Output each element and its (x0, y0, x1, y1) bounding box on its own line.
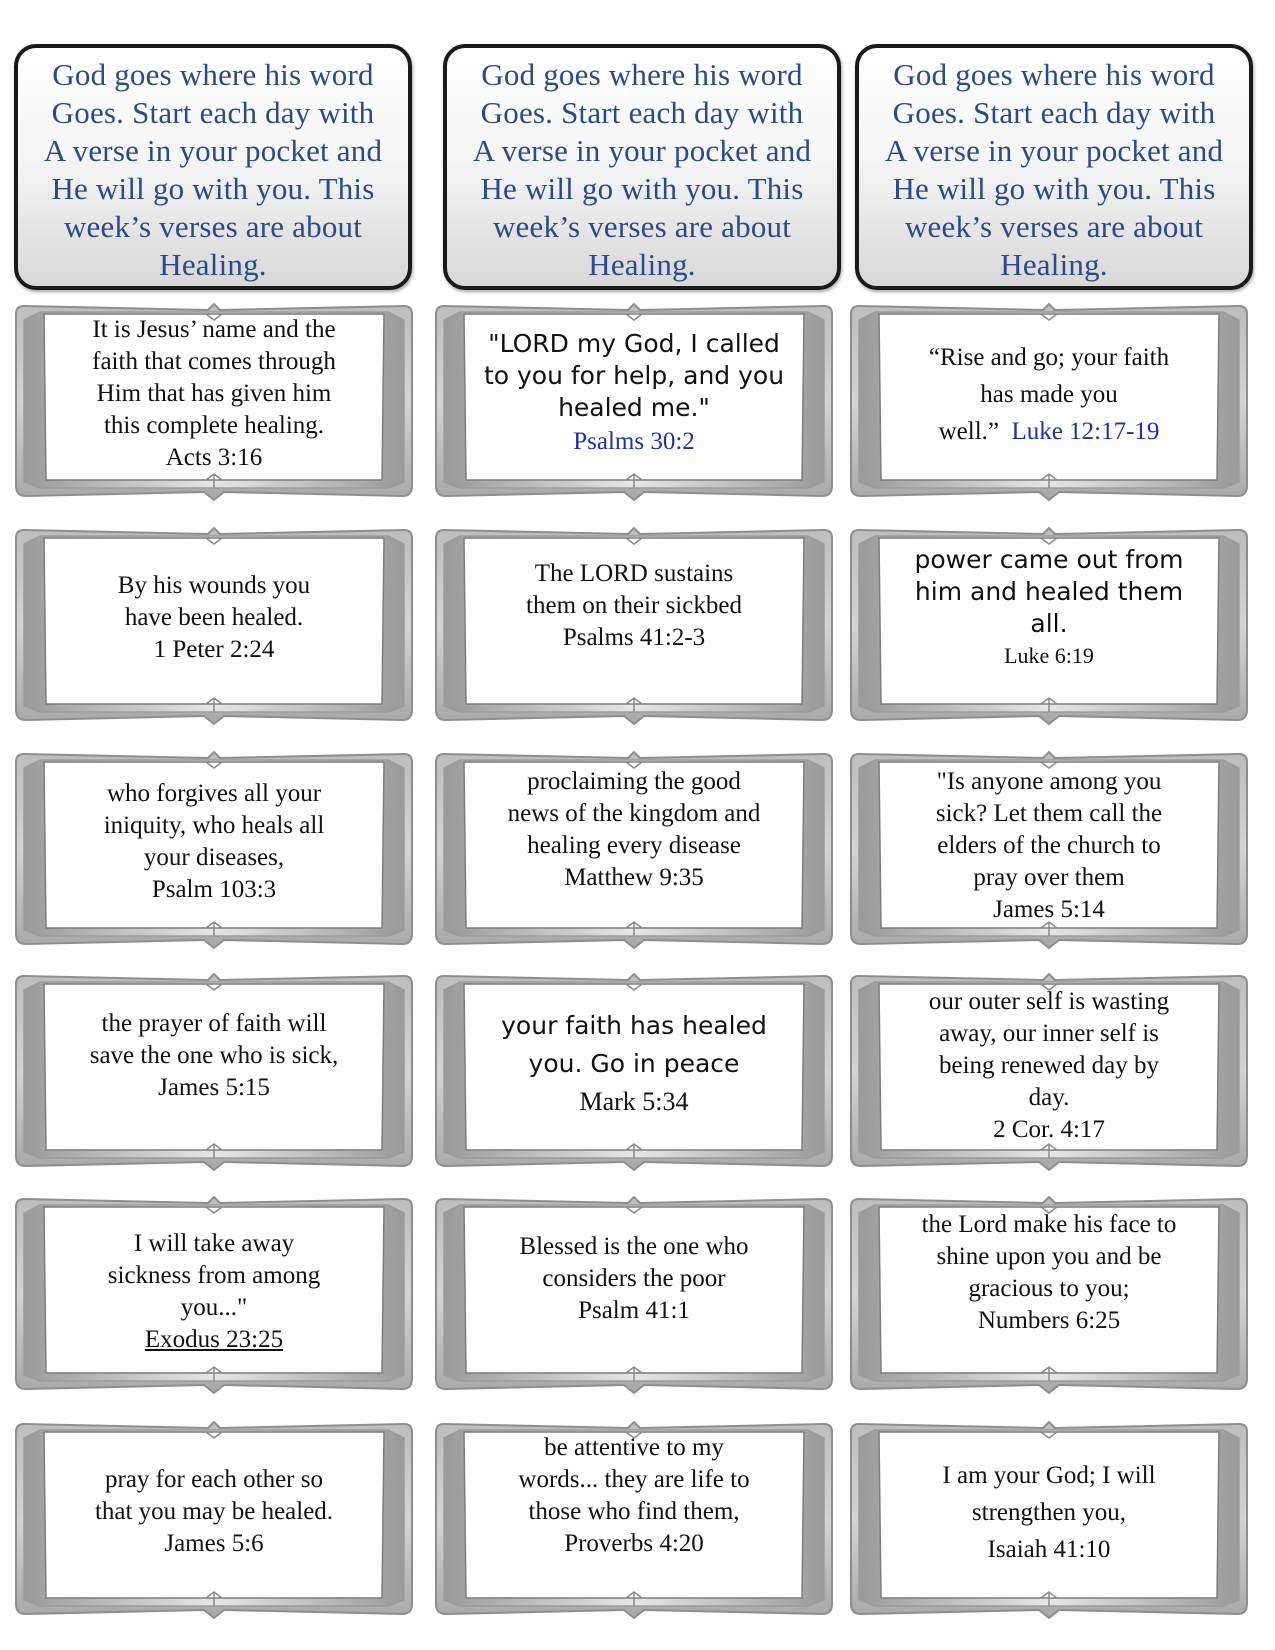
verse-card (430, 1418, 838, 1622)
verse-card (845, 1418, 1253, 1622)
banner-line: A verse in your pocket and (884, 133, 1224, 168)
intro-banner (14, 44, 412, 290)
banner-line: week’s verses are about (492, 209, 792, 244)
verse-line: healed me." (558, 393, 710, 422)
banner-line: He will go with you. This (480, 171, 804, 206)
verse-line: proclaiming the good (527, 768, 741, 795)
verse-card (10, 524, 418, 728)
verse-card (10, 1418, 418, 1622)
intro-banner (443, 44, 841, 290)
verse-reference: 2 Cor. 4:17 (993, 1116, 1105, 1143)
verse-line: be attentive to my (544, 1434, 724, 1461)
verse-line: news of the kingdom and (507, 800, 761, 827)
verse-reference: Psalms 30:2 (573, 428, 695, 455)
verse-line: all. (1030, 609, 1068, 638)
banner-line: week’s verses are about (63, 209, 363, 244)
verse-line-with-reference (939, 413, 1160, 450)
verse-line: shine upon you and be (936, 1243, 1162, 1270)
verse-line: that you may be healed. (94, 1498, 334, 1525)
verse-line: pray for each other so (105, 1466, 323, 1493)
verse-line: "Is anyone among you (936, 768, 1162, 795)
verse-line: The LORD sustains (534, 560, 734, 587)
verse-reference: Proverbs 4:20 (564, 1530, 704, 1557)
verse-card (430, 524, 838, 728)
banner-line: Healing. (588, 247, 696, 282)
verse-line: strengthen you, (971, 1498, 1127, 1526)
verse-card (845, 1193, 1253, 1397)
verse-card (845, 748, 1253, 952)
verse-card (845, 524, 1253, 728)
banner-line: Goes. Start each day with (480, 95, 804, 130)
banner-line: God goes where his word (52, 57, 374, 92)
verse-line: elders of the church to (937, 832, 1161, 859)
verse-line: I will take away (133, 1230, 295, 1257)
banner-line: A verse in your pocket and (472, 133, 812, 168)
banner-line: Healing. (1000, 247, 1108, 282)
verse-card (10, 1193, 418, 1397)
verse-reference: James 5:14 (993, 896, 1105, 923)
verse-card (430, 970, 838, 1174)
verse-reference: Luke 12:17-19 (1011, 417, 1160, 445)
verse-line: save the one who is sick, (89, 1042, 339, 1069)
verse-line: you. Go in peace (528, 1049, 740, 1078)
verse-line: It is Jesus’ name and the (92, 316, 336, 343)
verse-reference: Psalm 103:3 (151, 876, 277, 903)
verse-line: Him that has given him (96, 380, 332, 407)
verse-line: your faith has healed (501, 1011, 767, 1040)
verse-line: sick? Let them call the (935, 800, 1163, 827)
verse-line: well.” (938, 417, 999, 445)
verse-reference: Mark 5:34 (579, 1087, 689, 1116)
banner-line: God goes where his word (893, 57, 1215, 92)
verse-reference: 1 Peter 2:24 (153, 636, 275, 663)
banner-line: He will go with you. This (51, 171, 375, 206)
verse-line: the Lord make his face to (921, 1211, 1177, 1238)
verse-line: being renewed day by (938, 1052, 1160, 1079)
verse-line: sickness from among (107, 1262, 321, 1289)
verse-line: to you for help, and you (483, 361, 785, 390)
verse-line: I am your God; I will (942, 1461, 1156, 1489)
verse-line: pray over them (973, 864, 1125, 891)
verse-line: "LORD my God, I called (488, 329, 780, 358)
verse-reference: Matthew 9:35 (564, 864, 704, 891)
verse-line: “Rise and go; your faith (928, 343, 1170, 371)
verse-card (10, 970, 418, 1174)
verse-line: healing every disease (527, 832, 741, 859)
banner-line: Goes. Start each day with (892, 95, 1216, 130)
verse-line: Blessed is the one who (519, 1233, 749, 1260)
verse-reference: Exodus 23:25 (144, 1326, 284, 1353)
verse-line: has made you (980, 380, 1118, 408)
verse-line: them on their sickbed (526, 592, 742, 619)
banner-line: God goes where his word (481, 57, 803, 92)
verse-reference: Acts 3:16 (165, 444, 263, 471)
banner-line: A verse in your pocket and (43, 133, 383, 168)
verse-line: gracious to you; (968, 1275, 1130, 1302)
verse-reference: Psalm 41:1 (578, 1297, 690, 1324)
banner-line: week’s verses are about (904, 209, 1204, 244)
header-banners (0, 44, 1275, 296)
verse-line: your diseases, (143, 844, 285, 871)
verse-card (10, 748, 418, 952)
verse-reference: Isaiah 41:10 (987, 1535, 1111, 1563)
verse-reference: Psalms 41:2-3 (562, 624, 706, 651)
verse-line: those who find them, (528, 1498, 740, 1525)
verse-line: our outer self is wasting (928, 988, 1170, 1015)
verse-card (845, 300, 1253, 504)
verse-card (430, 1193, 838, 1397)
verse-line: words... they are life to (518, 1466, 750, 1493)
verse-card (430, 748, 838, 952)
verse-line: faith that comes through (92, 348, 336, 375)
banner-line: Healing. (159, 247, 267, 282)
verse-reference: Luke 6:19 (1004, 643, 1094, 668)
verse-line: considers the poor (542, 1265, 726, 1292)
verse-line: who forgives all your (106, 780, 322, 807)
verse-line: the prayer of faith will (101, 1010, 327, 1037)
verse-card (10, 300, 418, 504)
banner-line: Goes. Start each day with (51, 95, 375, 130)
banner-line: He will go with you. This (892, 171, 1216, 206)
verse-line: this complete healing. (103, 412, 325, 439)
verse-line: away, our inner self is (939, 1020, 1159, 1047)
verse-line: day. (1028, 1084, 1070, 1111)
verse-line: you..." (180, 1294, 248, 1321)
verse-reference: James 5:6 (164, 1530, 264, 1557)
verse-line: power came out from (914, 545, 1184, 574)
verse-card (430, 300, 838, 504)
intro-banner (855, 44, 1253, 290)
verse-reference: James 5:15 (158, 1074, 270, 1101)
verse-line: him and healed them (914, 577, 1184, 606)
verse-line: By his wounds you (117, 572, 311, 599)
verse-reference: Numbers 6:25 (977, 1307, 1121, 1334)
verse-card (845, 970, 1253, 1174)
verse-line: iniquity, who heals all (103, 812, 325, 839)
verse-line: have been healed. (124, 604, 304, 631)
